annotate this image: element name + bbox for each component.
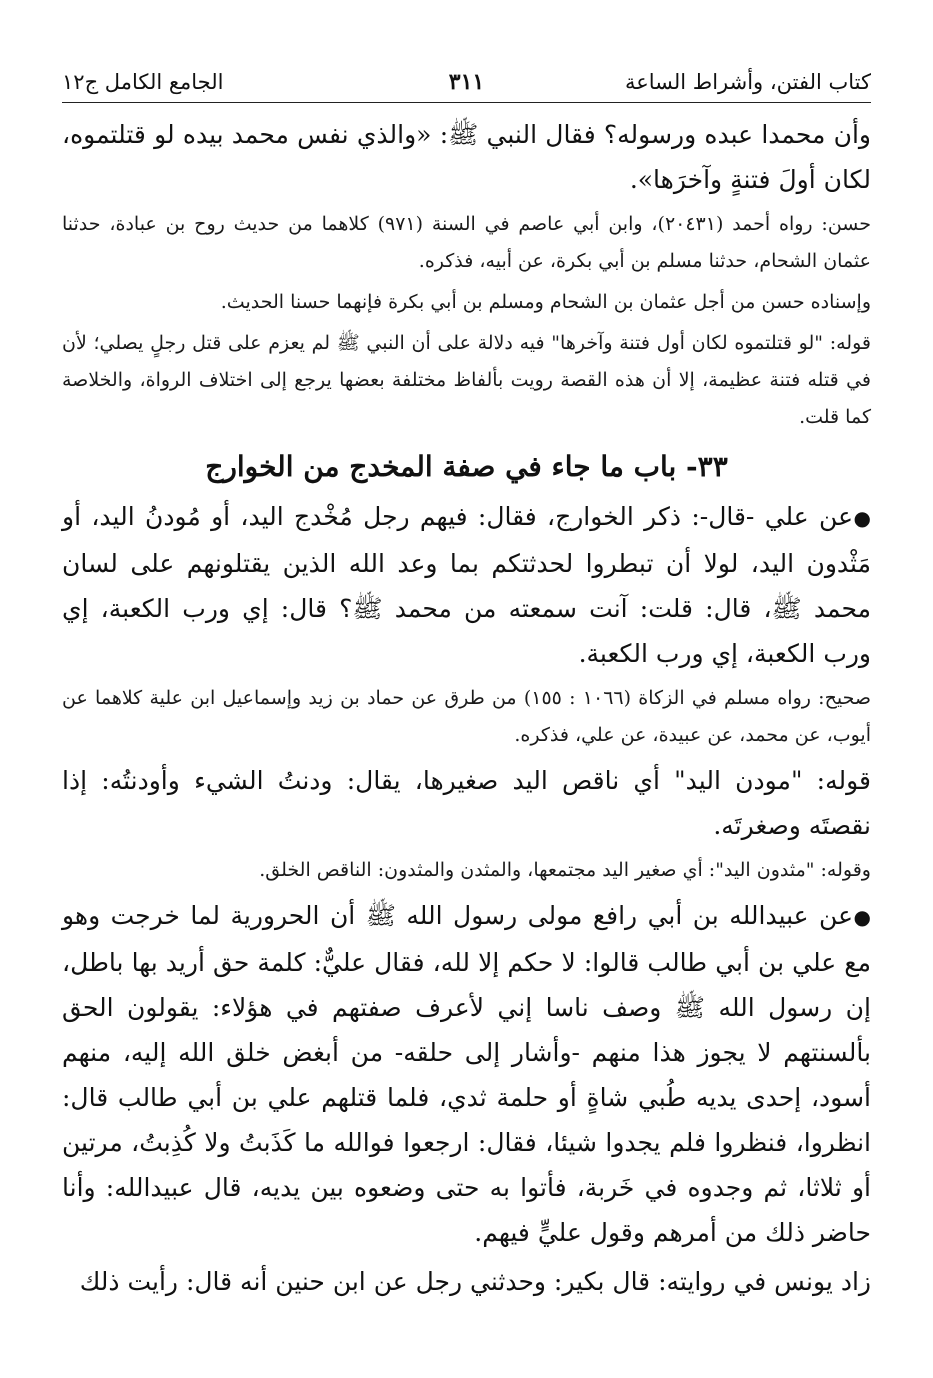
takhrij-note: حسن: رواه أحمد (٢٠٤٣١)، وابن أبي عاصم في السنة (٩٧١) كلاهما من حديث روح بن عبادة، حدثنا عثمان الشحام، حدثنا مسلم بن أبي بكرة، عن أبيه، فذكره. [62,213,871,272]
commentary-note: قوله: "لو قتلتموه لكان أول فتنة وآخرها" فيه دلالة على أن النبي ﷺ لم يعزم على قتل رجلٍ يصلي؛ لأن في قتله فتنة عظيمة، إلا أن هذه القصة رويت بألفاظ مختلفة بعضها يرجع إلى اختلاف الرواة، والخلاصة كما قلت. [62,332,871,428]
page-number: ٣١١ [448,69,485,95]
hadith-ali [62,494,871,676]
takhrij-muslim-note: صحيح: رواه مسلم في الزكاة (١٠٦٦ : ١٥٥) من طرق عن حماد بن زيد وإسماعيل ابن علية كلاهما عن أيوب، عن محمد، عن عبيدة، عن علي، فذكره. [62,687,871,746]
hadith-ubaidullah-text: عن عبيدالله بن أبي رافع مولى رسول الله ﷺ أن الحرورية لما خرجت وهو مع علي بن أبي طالب قالوا: لا حكم إلا لله، فقال عليٌّ: كلمة حق أريد بها باطل، إن رسول الله ﷺ وصف ناسا إني لأعرف صفتهم في هؤلاء: يقولون الحق بألسنتهم لا يجوز هذا منهم -وأشار إلى حلقه- من أبغض خلق الله إليه، منهم أسود، إحدى يديه طُبي شاةٍ أو حلمة ثدي، فلما قتلهم علي بن أبي طالب قال: انظروا، فنظروا فلم يجدوا شيئا، فقال: ارجعوا فوالله ما كَذَبتُ ولا كُذِبتُ، مرتين أو ثلاثا، ثم وجدوه في خَربة، فأتوا به حتى وضعوه بين يديه، قال عبيدالله: وأنا حاضر ذلك من أمرهم وقول عليٍّ فيهم. [62,901,871,1247]
page-body [62,112,871,1308]
book-title: الجامع الكامل ج١٢ [62,70,224,94]
chapter-heading: ٣٣- باب ما جاء في صفة المخدج من الخوارج [205,450,728,483]
bullet-icon: ● [853,506,871,530]
bullet-icon: ● [853,905,871,929]
hadith-continuation: وأن محمدا عبده ورسوله؟ فقال النبي ﷺ: «والذي نفس محمد بيده لو قتلتموه، لكان أولَ فتنةٍ وآخرَها». [62,120,871,194]
hadith-ali-text: عن علي -قال-: ذكر الخوارج، فقال: فيهم رجل مُخْدج اليد، أو مُودنُ اليد، أو مَثْدون اليد، لولا أن تبطروا لحدثتكم بما وعد الله الذين يقتلونهم على لسان محمد ﷺ، قال: قلت: آنت سمعته من محمد ﷺ؟ قال: إي ورب الكعبة، إي ورب الكعبة، إي ورب الكعبة. [62,502,871,668]
definition-mathdun: وقوله: "مثدون اليد": أي صغير اليد مجتمعها، والمثدن والمثدون: الناقص الخلق. [259,859,871,881]
definition-mudun: قوله: "مودن اليد" أي ناقص اليد صغيرها، يقال: ودنتُ الشيء وأودنتُه: إذا نقصتَه وصغرتَه. [62,766,871,840]
isnad-note: وإسناده حسن من أجل عثمان بن الشحام ومسلم بن أبي بكرة فإنهما حسنا الحديث. [220,291,871,313]
yunus-addition: زاد يونس في روايته: قال بكير: وحدثني رجل عن ابن حنين أنه قال: رأيت ذلك [79,1267,871,1296]
page-header [62,62,871,103]
chapter-title: كتاب الفتن، وأشراط الساعة [624,70,871,94]
hadith-ubaidullah [62,893,871,1255]
